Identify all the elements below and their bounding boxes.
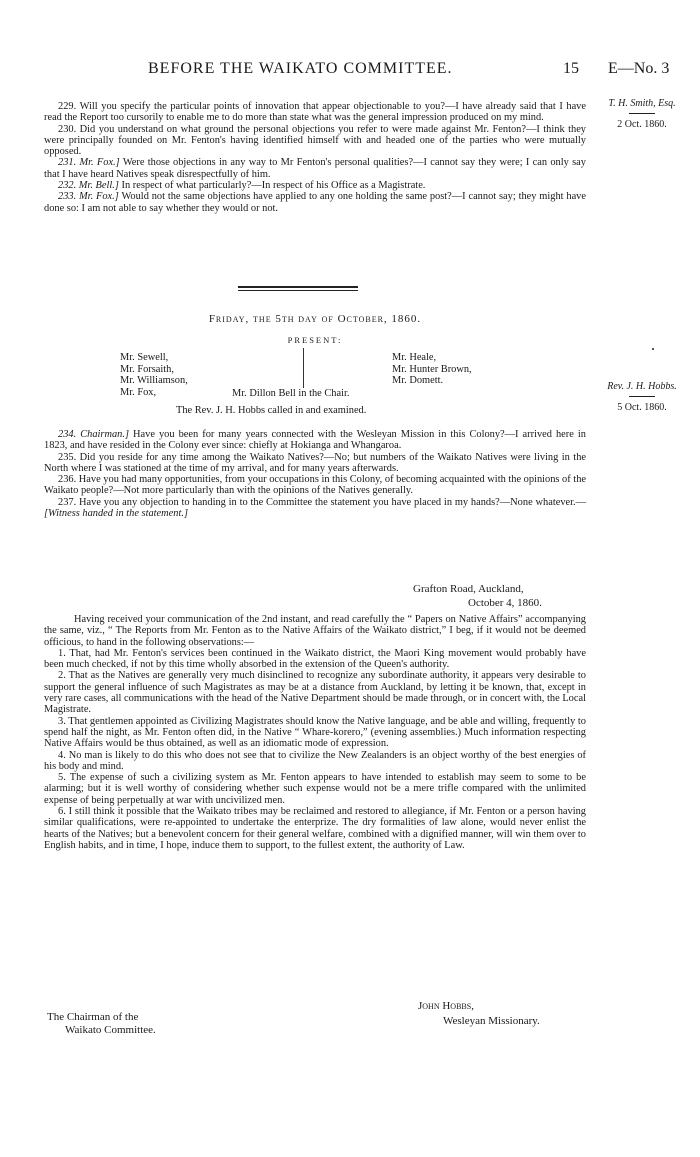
document-code: E—No. 3 xyxy=(608,60,670,77)
session-date: Friday, the 5th day of October, 1860. xyxy=(208,313,422,325)
letter-date: October 4, 1860. xyxy=(468,597,542,609)
member: Mr. Forsaith, xyxy=(120,363,174,375)
members-separator xyxy=(303,348,304,388)
member: Mr. Williamson, xyxy=(120,375,188,386)
members-right xyxy=(392,352,582,387)
question-237 xyxy=(44,497,586,520)
speaker: 233. Mr. Fox.] xyxy=(58,191,119,203)
question-229: 229. Will you specify the particular points of innovation that appear objectionable to you?—I have already said that I have read the Report too cursorily to enable me to do more than state what was the general impression produced on my mind. xyxy=(44,101,586,124)
addressee-line-2: Waikato Committee. xyxy=(65,1024,156,1036)
chair-line: Mr. Dillon Bell in the Chair. xyxy=(232,388,350,399)
testimony-smith xyxy=(44,101,586,214)
question-235: 235. Did you reside for any time among the Waikato Natives?—No; but numbers of the Waikato Natives were living in the North where I was stationed at the time of my arrival, and for many years afterwards. xyxy=(44,451,586,474)
present-label: PRESENT: xyxy=(287,335,343,345)
speaker: 234. Chairman.] xyxy=(58,429,129,440)
page-number: 15 xyxy=(563,60,579,77)
question-232 xyxy=(44,180,586,191)
question-text: 237. Have you any objection to handing in to the Committee the statement you have placed in my hands?—None whatever.— xyxy=(58,496,586,508)
running-title: BEFORE THE WAIKATO COMMITTEE. xyxy=(148,60,453,77)
question-text: In respect of what particularly?—In respect of his Office as a Magistrate. xyxy=(118,180,426,192)
section-divider-thin xyxy=(238,290,358,291)
member: Mr. Domett. xyxy=(392,375,444,386)
sidenote-witness-smith xyxy=(590,98,694,130)
sidenote-rule xyxy=(629,396,655,397)
witness-called: The Rev. J. H. Hobbs called in and examined. xyxy=(176,405,367,416)
sidenote-date: 2 Oct. 1860. xyxy=(617,119,667,130)
question-text: Would not the same objections have applied to any one holding the same post?—I cannot say; they might have done so: I am not able to say whether they would or not. xyxy=(44,191,586,214)
observation-5: 5. The expense of such a civilizing system as Mr. Fenton appears to have intended to establish may seem to some to be alarming; but it is well worthy of considering whether such expense would not be a mere trifle compared with the unlimited expense of being perpetually at war with uncivilized men. xyxy=(44,772,586,806)
letter-address: Grafton Road, Auckland, xyxy=(413,583,524,595)
question-236: 236. Have you had many opportunities, from your occupations in this Colony, of becoming acquainted with the opinions of the Waikato people?—Not more particularly than with the opinions of the Natives generally. xyxy=(44,474,586,497)
letter-body xyxy=(44,614,586,851)
observation-1: 1. That, had Mr. Fenton's services been continued in the Waikato district, the Maori King movement would probably have been much checked, if not by this time wholly absorbed in the extension of the Queen's authority. xyxy=(44,647,586,671)
member: Mr. Hunter Brown, xyxy=(392,363,472,375)
member: Mr. Fox, xyxy=(120,386,157,398)
addressee-line-1: The Chairman of the xyxy=(47,1011,139,1023)
testimony-hobbs xyxy=(44,429,586,519)
observation-4: 4. No man is likely to do this who does not see that to civilize the New Zealanders is an object worthy of the best energies of his body and mind. xyxy=(44,749,586,772)
section-divider xyxy=(238,286,358,288)
letter-intro: Having received your communication of the 2nd instant, and read carefully the “ Papers on Native Affairs” accompanying the same, viz., “ The Reports from Mr. Fenton as to the Native Affairs of the Waikato district,” I beg, if it would not be deemed officious, to hand in the following observations:— xyxy=(44,614,586,648)
speaker: 232. Mr. Bell.] xyxy=(58,180,119,192)
question-230: 230. Did you understand on what ground the personal objections you refer to were made against Mr. Fenton?—I think they were principally founded on Mr. Fenton's having identified himself with and headed one of the parties who were mutually opposed. xyxy=(44,123,586,158)
stage-note: [Witness handed in the statement.] xyxy=(44,508,189,520)
question-234 xyxy=(44,429,586,452)
member: Mr. Sewell, xyxy=(120,352,169,363)
question-text: Have you been for many years connected with the Wesleyan Mission in this Colony?—I arrived here in 1823, and have resided in the Colony ever since: chiefly at Hokianga and Whangaroa. xyxy=(44,429,586,452)
observation-2: 2. That as the Natives are generally very much disinclined to recognize any subordinate authority, it appears very desirable to support the general influence of such Magistrates as may be at a distance from Auckland, by letting it be known, that, except in very rare cases, all communications with the head of the Native Department should be made through, or in concert with, the Local Magistrate. xyxy=(44,670,586,716)
signature-name: John Hobbs, xyxy=(418,1000,474,1012)
member: Mr. Heale, xyxy=(392,352,437,363)
sidenote-name: T. H. Smith, Esq. xyxy=(608,98,676,109)
observation-6: 6. I still think it possible that the Waikato tribes may be reclaimed and restored to allegiance, if Mr. Fenton or a person having similar qualifications, were re-appointed to undertake the enterprize. The dry formalities of law alone, would never enlist the hearts of the Natives; but a benevolent concern for their general welfare, combined with a dignified manner, will win them over to English habits, and in time, I hope, induce them to support, to the fullest extent, the authority of Law. xyxy=(44,806,586,851)
sidenote-name: Rev. J. H. Hobbs. xyxy=(607,381,677,392)
question-text: Were those objections in any way to Mr Fenton's personal qualities?—I cannot say they were; I can only say that I have heard Natives speak disrespectfully of him. xyxy=(44,157,586,180)
sidenote-rule xyxy=(629,113,655,114)
speaker: 231. Mr. Fox.] xyxy=(58,157,120,169)
margin-mark xyxy=(652,348,654,350)
observation-3: 3. That gentlemen appointed as Civilizing Magistrates should know the Native language, and be able and willing, frequently to spend half the night, as Mr. Fenton often did, in the Native “ Whare-korero,” (evening assemblies.) Much information respecting Native Affairs would be thus obtained, as well as an idiomatic mode of expression. xyxy=(44,715,586,750)
sidenote-date: 5 Oct. 1860. xyxy=(617,402,667,413)
signature-title: Wesleyan Missionary. xyxy=(443,1015,540,1027)
sidenote-witness-hobbs xyxy=(590,381,694,413)
question-231 xyxy=(44,157,586,180)
question-233 xyxy=(44,191,586,214)
